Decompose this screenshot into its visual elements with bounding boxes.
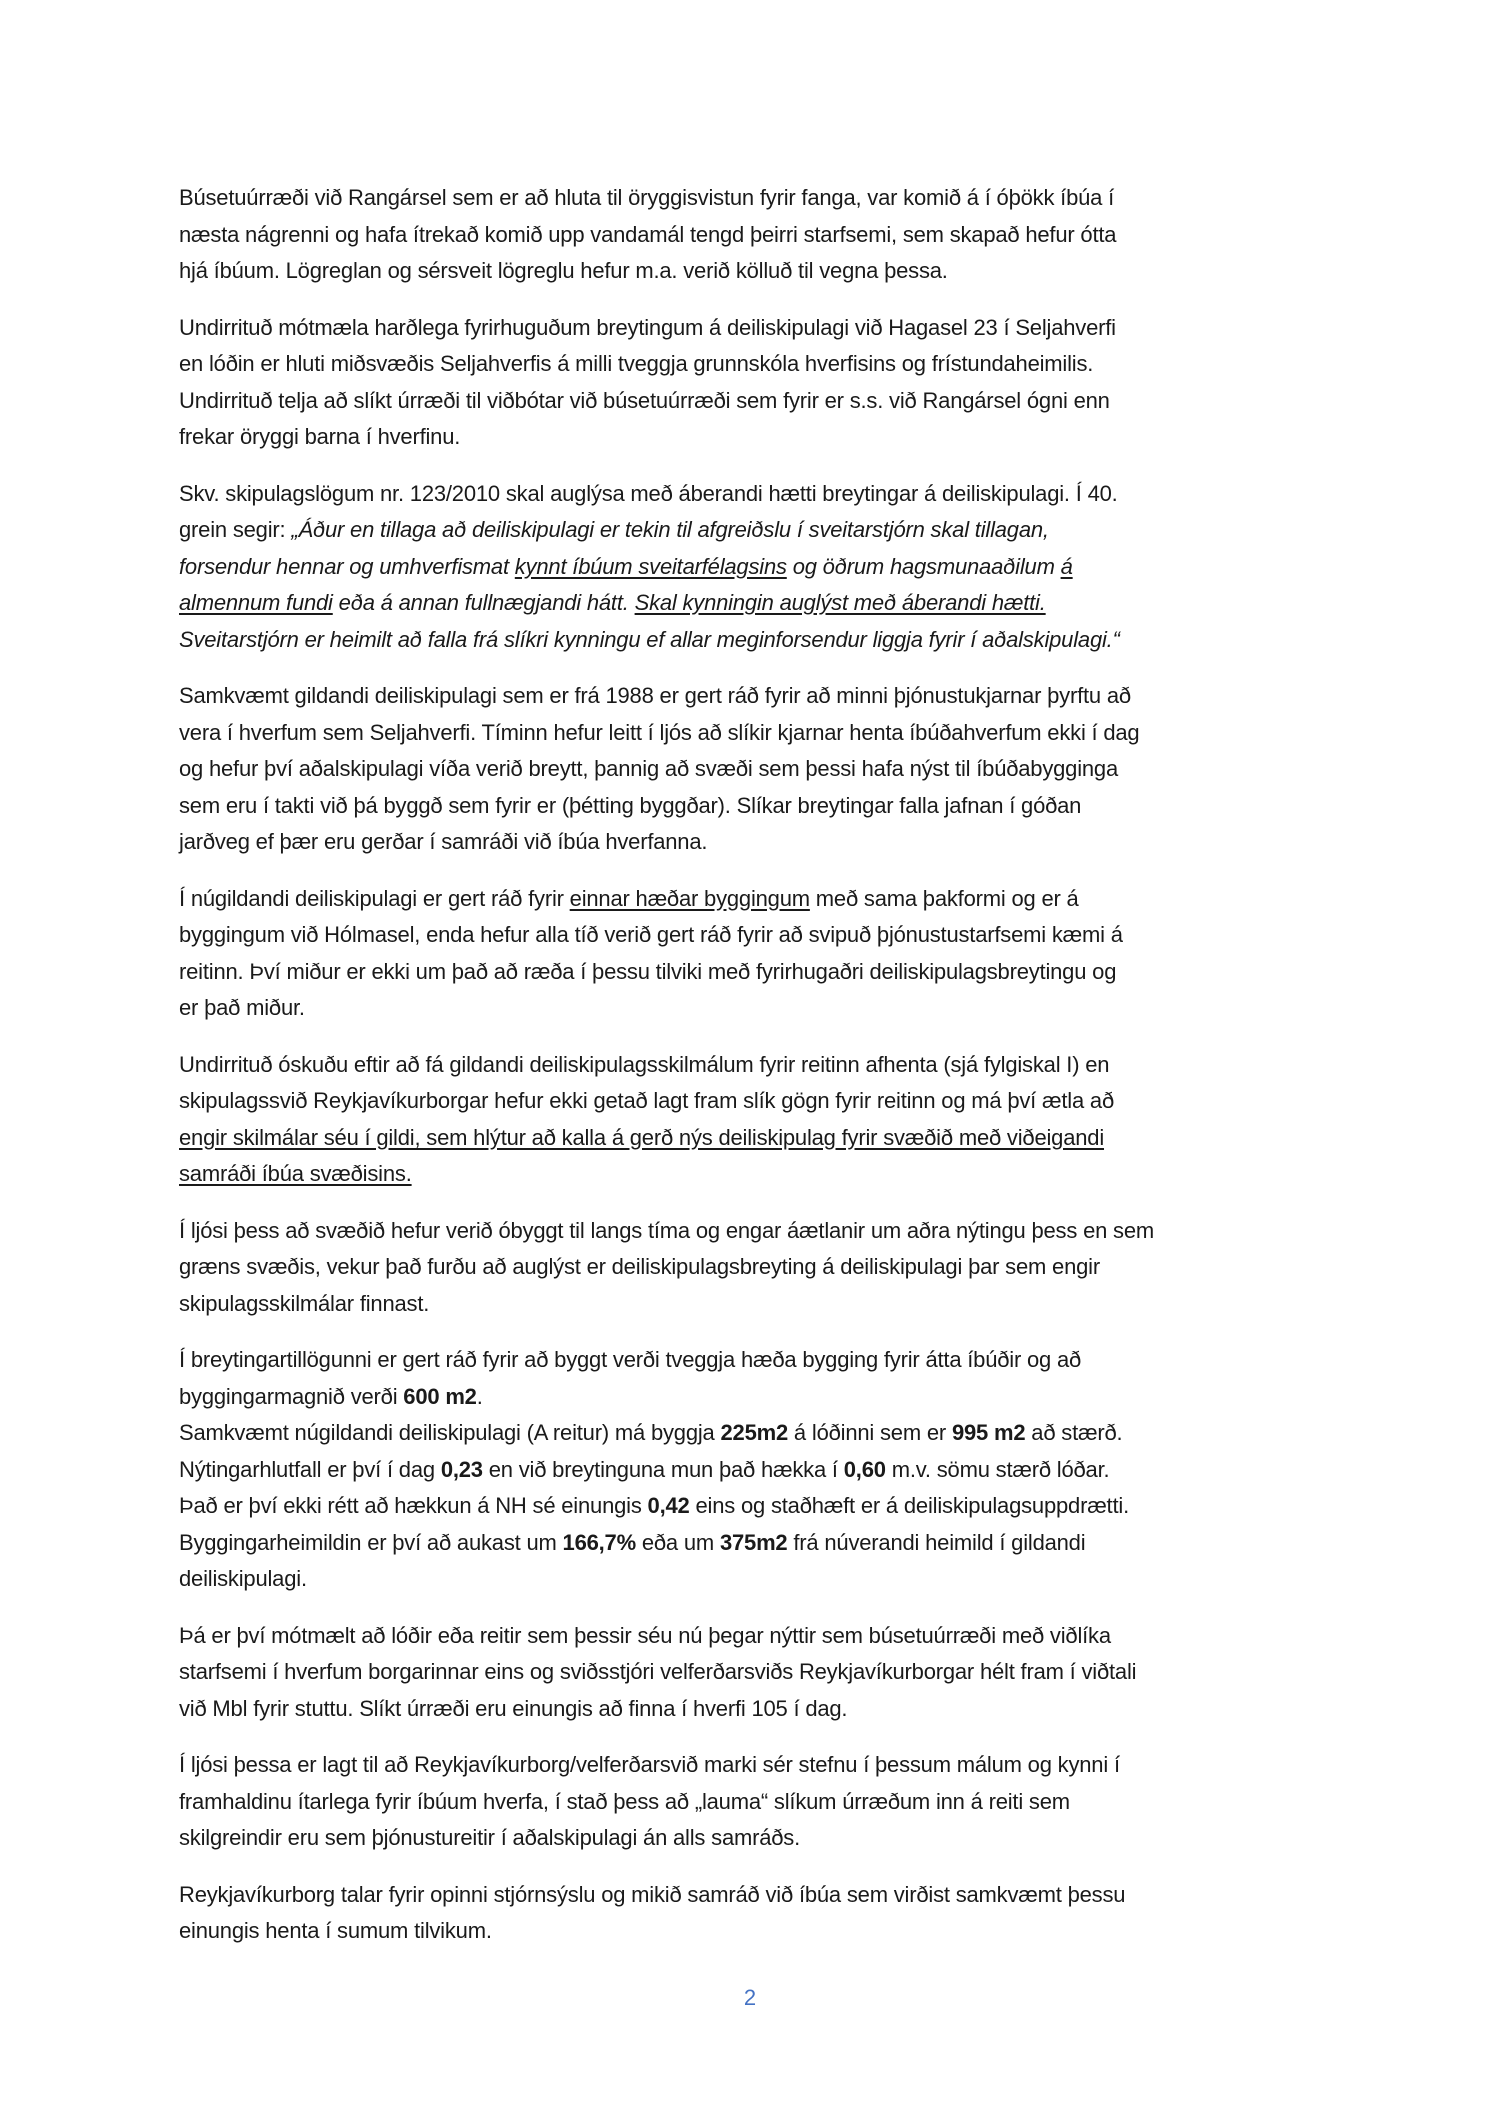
styled-text-segment: á [1060,553,1073,579]
text-segment: Í ljósi þess að svæðið hefur verið óbyggt til langs tíma og engar áætlanir um aðra nýtingu þess en sem [179,1217,1155,1243]
paragraph [179,1047,1339,1193]
text-line [179,1784,1339,1821]
text-segment: er það miður. [179,995,305,1020]
text-segment: grein segir: [179,517,292,542]
text-line [179,881,1339,918]
styled-text-segment: eða á annan fullnægjandi hátt. [332,590,635,615]
text-line [179,1747,1339,1784]
text-line [179,715,1339,752]
styled-text-segment: 0,42 [647,1493,690,1518]
text-segment: sem eru í takti við þá byggð sem fyrir er (þétting byggðar). Slíkar breytingar falla jafnan í góðan [179,792,1082,818]
text-line [179,788,1339,825]
text-line [179,1156,1339,1193]
text-segment: Samkvæmt núgildandi deiliskipulagi (A reitur) má byggja [179,1420,721,1445]
text-segment: Reykjavíkurborg talar fyrir opinni stjórnsýslu og mikið samráð við íbúa sem virðist samkvæmt þessu [179,1881,1126,1907]
text-segment: við Mbl fyrir stuttu. Slíkt úrræði eru einungis að finna í hverfi 105 í dag. [179,1695,848,1721]
text-line [179,990,1339,1027]
text-line [179,419,1339,456]
text-line [179,1286,1339,1323]
text-line [179,1342,1339,1379]
text-segment: byggingum við Hólmasel, enda hefur alla tíð verið gert ráð fyrir að svipuð þjónustustarfsemi kæmi á [179,922,1123,947]
styled-text-segment: samráði íbúa svæðisins. [179,1161,412,1186]
text-segment: einungis henta í sumum tilvikum. [179,1918,492,1943]
text-line [179,1561,1339,1598]
text-line [179,1691,1339,1728]
text-line [179,1525,1339,1562]
text-segment: . [476,1383,483,1409]
styled-text-segment: „Áður en tillaga að deiliskipulagi er tekin til afgreiðslu í sveitarstjórn skal tillagan, [291,517,1049,542]
text-line [179,1452,1339,1489]
text-line [179,1415,1339,1452]
styled-text-segment: 600 m2 [403,1383,477,1409]
text-line [179,1488,1339,1525]
text-line [179,954,1339,991]
text-segment: Undirrituð telja að slíkt úrræði til viðbótar við búsetuúrræði sem fyrir er s.s. við Rangársel ógni enn [179,387,1110,413]
text-line [179,1120,1339,1157]
paragraph [179,310,1339,456]
text-segment: með sama þakformi og er á [809,885,1079,911]
text-segment: starfsemi í hverfum borgarinnar eins og sviðsstjóri velferðarsviðs Reykjavíkurborgar hélt fram í viðtali [179,1659,1137,1684]
text-segment: hjá íbúum. Lögreglan og sérsveit lögreglu hefur m.a. verið kölluð til vegna þessa. [179,258,948,283]
styled-text-segment: 166,7% [562,1529,636,1555]
text-segment: Þá er því mótmælt að lóðir eða reitir sem þessir séu nú þegar nýttir sem búsetuúrræði með viðlíka [179,1622,1111,1648]
styled-text-segment: engir skilmálar séu í gildi, sem hlýtur að kalla á gerð nýs deiliskipulag fyrir svæðið með viðeigandi [179,1124,1105,1150]
text-line [179,1618,1339,1655]
text-line [179,310,1339,347]
text-line [179,383,1339,420]
styled-text-segment: 0,23 [440,1456,483,1482]
paragraph [179,180,1339,290]
text-line [179,751,1339,788]
text-segment: Byggingarheimildin er því að aukast um [179,1529,563,1555]
text-line [179,253,1339,290]
paragraph [179,881,1339,1027]
paragraph [179,1618,1339,1728]
text-segment: deiliskipulagi. [179,1566,307,1591]
text-line [179,585,1339,622]
text-segment: Undirrituð mótmæla harðlega fyrirhuguðum breytingum á deiliskipulagi við Hagasel 23 í Seljahverfi [179,314,1116,340]
text-segment: byggingarmagnið verði [179,1383,404,1409]
text-segment: á lóðinni sem er [788,1420,952,1445]
text-line [179,1379,1339,1416]
text-line [179,180,1339,217]
text-line [179,549,1339,586]
text-line [179,1047,1339,1084]
styled-text-segment: forsendur hennar og umhverfismat [179,553,515,579]
styled-text-segment: Sveitarstjórn er heimilt að falla frá slíkri kynningu ef allar meginforsendur liggja fyrir í aðalskipulagi.“ [179,626,1120,652]
page-number: 2 [743,1985,757,2010]
text-segment: skipulagsskilmálar finnast. [179,1290,430,1316]
text-segment: og hefur því aðalskipulagi víða verið breytt, þannig að svæði sem þessi hafa nýst til íbúðabygginga [179,756,1118,781]
text-line [179,1654,1339,1691]
paragraph [179,1877,1339,1950]
text-segment: framhaldinu ítarlega fyrir íbúum hverfa, í stað þess að „lauma“ slíkum úrræðum inn á reiti sem [179,1788,1070,1814]
styled-text-segment: 0,60 [843,1456,886,1482]
text-line [179,1083,1339,1120]
text-line [179,1877,1339,1914]
text-segment: Skv. skipulagslögum nr. 123/2010 skal auglýsa með áberandi hætti breytingar á deiliskipulagi. Í 40. [179,480,1118,506]
text-segment: jarðveg ef þær eru gerðar í samráði við íbúa hverfanna. [179,829,708,854]
text-segment: Samkvæmt gildandi deiliskipulagi sem er frá 1988 er gert ráð fyrir að minni þjónustukjarnar þyrftu að [179,683,1131,708]
styled-text-segment: 375m2 [719,1529,788,1555]
text-line [179,824,1339,861]
styled-text-segment: og öðrum hagsmunaaðilum [786,553,1061,579]
styled-text-segment: kynnt íbúum sveitarfélagsins [514,553,787,579]
text-segment: skilgreindir eru sem þjónustureitir í aðalskipulagi án alls samráðs. [179,1825,801,1850]
text-segment: en lóðin er hluti miðsvæðis Seljahverfis á milli tveggja grunnskóla hverfisins og frístundaheimilis. [179,351,1094,376]
text-segment: Undirrituð óskuðu eftir að fá gildandi deiliskipulagsskilmálum fyrir reitinn afhenta (sjá fylgiskal I) en [179,1051,1110,1077]
text-segment: Í ljósi þessa er lagt til að Reykjavíkurborg/velferðarsvið marki sér stefnu í þessum málum og kynni í [179,1752,1120,1777]
paragraph [179,476,1339,659]
text-segment: að stærð. [1025,1420,1123,1445]
paragraph [179,1747,1339,1857]
text-segment: vera í hverfum sem Seljahverfi. Tíminn hefur leitt í ljós að slíkir kjarnar henta íbúðahverfum ekki í dag [179,719,1140,745]
text-line [179,512,1339,549]
text-segment: eins og staðhæft er á deiliskipulagsuppdrætti. [689,1493,1129,1518]
text-segment: Í breytingartillögunni er gert ráð fyrir að byggt verði tveggja hæða bygging fyrir átta íbúðir og að [179,1347,1082,1372]
text-segment: skipulagssvið Reykjavíkurborgar hefur ekki getað lagt fram slík gögn fyrir reitinn og má því ætla að [179,1088,1114,1113]
text-segment: frá núverandi heimild í gildandi [787,1529,1086,1555]
paragraph [179,678,1339,861]
text-segment: græns svæðis, vekur það furðu að auglýst er deiliskipulagsbreyting á deiliskipulagi þar sem engir [179,1254,1100,1279]
styled-text-segment: Skal kynningin auglýst með áberandi hætti. [634,590,1046,615]
text-line [179,622,1339,659]
text-segment: Nýtingarhlutfall er því í dag [179,1456,441,1482]
text-line [179,217,1339,254]
paragraph [179,1213,1339,1323]
text-segment: reitinn. Því miður er ekki um það að ræða í þessu tilviki með fyrirhugaðri deiliskipulagsbreytingu og [179,958,1117,984]
text-segment: eða um [635,1529,720,1555]
text-line [179,1913,1339,1950]
styled-text-segment: 225m2 [720,1420,789,1445]
text-line [179,1820,1339,1857]
styled-text-segment: almennum fundi [179,590,333,615]
text-line [179,1249,1339,1286]
document-page-body [179,180,1339,1970]
text-segment: en við breytinguna mun það hækka í [482,1456,844,1482]
text-segment: Búsetuúrræði við Rangársel sem er að hluta til öryggisvistun fyrir fanga, var komið á í óþökk íbúa í [179,185,1115,210]
text-line [179,346,1339,383]
text-line [179,917,1339,954]
text-segment: Í núgildandi deiliskipulagi er gert ráð fyrir [179,885,570,911]
text-line [179,1213,1339,1250]
text-segment: m.v. sömu stærð lóðar. [885,1456,1110,1482]
text-line [179,678,1339,715]
text-segment: Það er því ekki rétt að hækkun á NH sé einungis [179,1493,648,1518]
styled-text-segment: einnar hæðar byggingum [569,885,810,911]
text-segment: næsta nágrenni og hafa ítrekað komið upp vandamál tengd þeirri starfsemi, sem skapað hefur ótta [179,221,1117,247]
text-line [179,476,1339,513]
styled-text-segment: 995 m2 [951,1420,1026,1445]
text-segment: frekar öryggi barna í hverfinu. [179,424,461,449]
paragraph [179,1342,1339,1598]
